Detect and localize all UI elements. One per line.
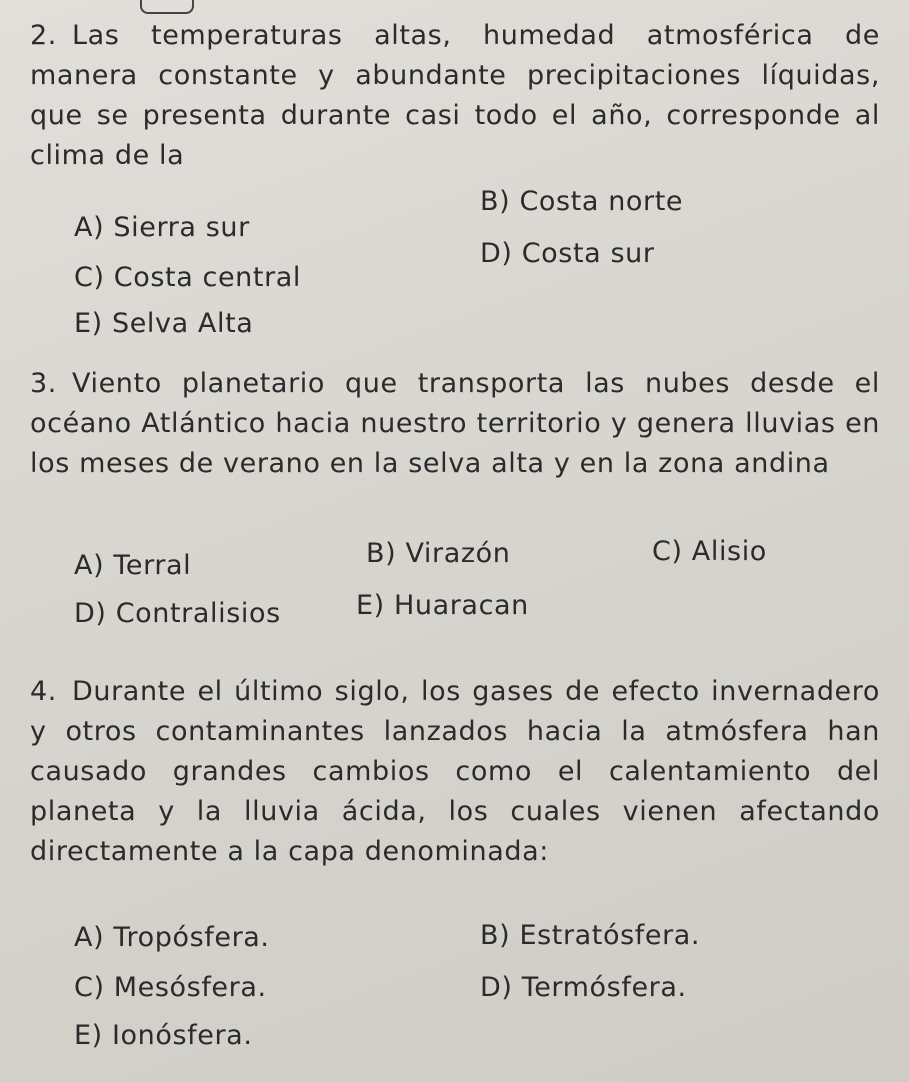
option-b[interactable]: B) Costa norte [480, 186, 684, 217]
question-4 [30, 672, 880, 872]
option-b[interactable]: B) Estratósfera. [480, 920, 701, 951]
option-b[interactable]: B) Virazón [366, 538, 511, 569]
question-number: 3. [30, 368, 57, 399]
option-a[interactable]: A) Sierra sur [74, 212, 250, 243]
question-4-paragraph [30, 672, 880, 872]
option-e[interactable]: E) Selva Alta [74, 308, 254, 339]
question-2-paragraph [30, 16, 880, 176]
question-2 [30, 16, 880, 176]
question-3-paragraph [30, 364, 880, 484]
option-d[interactable]: D) Costa sur [480, 238, 655, 269]
option-c[interactable]: C) Alisio [652, 536, 767, 567]
option-a[interactable]: A) Terral [74, 550, 192, 581]
question-3 [30, 364, 880, 484]
option-a[interactable]: A) Tropósfera. [74, 922, 270, 953]
question-text: Las temperaturas altas, humedad atmosférica de manera constante y abundante precipitaciones líquidas, que se presenta durante casi todo el año, corresponde al clima de la [30, 20, 880, 171]
option-d[interactable]: D) Termósfera. [480, 972, 687, 1003]
option-c[interactable]: C) Costa central [74, 262, 302, 293]
option-e[interactable]: E) Ionósfera. [74, 1020, 253, 1051]
page-edge-mark [140, 0, 194, 14]
option-d[interactable]: D) Contralisios [74, 598, 281, 629]
option-e[interactable]: E) Huaracan [356, 590, 529, 621]
question-text: Durante el último siglo, los gases de efecto invernadero y otros contaminantes lanzados hacia la atmósfera han causado grandes cambios como el calentamiento del planeta y la lluvia ácida, los cuales vienen afectando directamente a la capa denominada: [30, 676, 880, 867]
question-number: 4. [30, 676, 57, 707]
option-c[interactable]: C) Mesósfera. [74, 972, 267, 1003]
question-text: Viento planetario que transporta las nubes desde el océano Atlántico hacia nuestro territorio y genera lluvias en los meses de verano en la selva alta y en la zona andina [30, 368, 880, 479]
question-number: 2. [30, 20, 57, 51]
